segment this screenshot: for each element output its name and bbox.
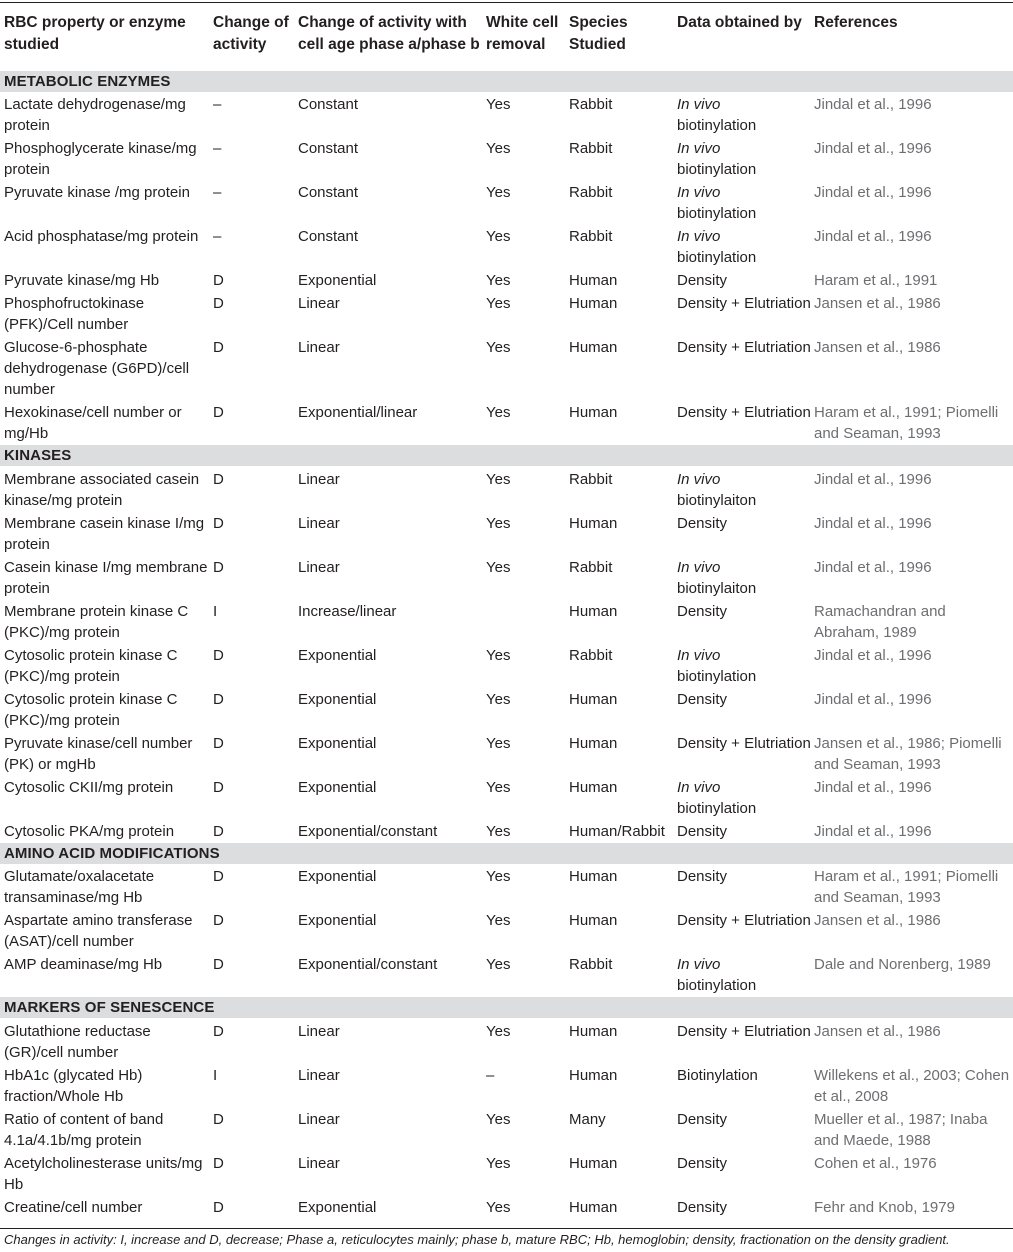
cell-white-cell-removal: Yes xyxy=(486,912,511,929)
cell-age-change: Constant xyxy=(298,228,359,245)
cell-property: Cytosolic CKII/mg protein xyxy=(4,779,174,796)
cell-white-cell-removal: Yes xyxy=(486,559,511,576)
cell-reference: Cohen et al., 1976 xyxy=(814,1155,937,1172)
cell-method: Biotinylation xyxy=(677,1067,758,1084)
cell-change: D xyxy=(213,1199,224,1216)
method-italic-text: In vivo xyxy=(677,184,721,201)
cell-white-cell-removal: Yes xyxy=(486,956,511,973)
cell-age-change: Exponential xyxy=(298,272,377,289)
cell-age-change: Exponential xyxy=(298,779,377,796)
cell-age-change: Exponential xyxy=(298,1199,377,1216)
cell-species: Human xyxy=(569,515,618,532)
cell-change: I xyxy=(213,603,218,620)
cell-method: Density xyxy=(677,515,728,532)
cell-reference: Haram et al., 1991 xyxy=(814,272,938,289)
cell-change: D xyxy=(213,471,224,488)
cell-property: Hexokinase/cell number or mg/Hb xyxy=(4,404,182,442)
cell-reference: Jindal et al., 1996 xyxy=(814,515,932,532)
cell-property: Casein kinase I/mg membrane protein xyxy=(4,559,208,597)
method-text: biotinylation xyxy=(677,800,757,817)
cell-property: AMP deaminase/mg Hb xyxy=(4,956,163,973)
cell-property: Glutamate/oxalacetate transaminase/mg Hb xyxy=(4,868,155,906)
cell-method: Density xyxy=(677,272,728,289)
cell-property: Cytosolic protein kinase C (PKC)/mg protein xyxy=(4,647,178,685)
section-title: AMINO ACID MODIFICATIONS xyxy=(4,845,220,862)
cell-method xyxy=(677,557,812,599)
cell-reference: Jindal et al., 1996 xyxy=(814,779,932,796)
cell-property: Phosphofructokinase (PFK)/Cell number xyxy=(4,295,145,333)
cell-change: I xyxy=(213,1067,218,1084)
column-header: RBC property or enzyme studied xyxy=(4,14,186,53)
cell-property: Pyruvate kinase/mg Hb xyxy=(4,272,160,289)
cell-property: Acetylcholinesterase units/mg Hb xyxy=(4,1155,203,1193)
column-header: Change of activity xyxy=(213,14,289,53)
cell-age-change: Linear xyxy=(298,339,340,356)
section-title: METABOLIC ENZYMES xyxy=(4,73,171,90)
cell-white-cell-removal: Yes xyxy=(486,515,511,532)
cell-method: Density + Elutriation xyxy=(677,404,811,421)
method-text: biotinylation xyxy=(677,977,757,994)
cell-method: Density + Elutriation xyxy=(677,1023,811,1040)
cell-method: Density + Elutriation xyxy=(677,912,811,929)
cell-method: Density xyxy=(677,1199,728,1216)
cell-property: Acid phosphatase/mg protein xyxy=(4,228,199,245)
cell-white-cell-removal: Yes xyxy=(486,295,511,312)
cell-species: Rabbit xyxy=(569,559,613,576)
cell-method: Density xyxy=(677,603,728,620)
method-text: biotinylation xyxy=(677,668,757,685)
cell-method: Density xyxy=(677,691,728,708)
cell-change: D xyxy=(213,823,224,840)
column-header: References xyxy=(814,14,898,31)
cell-white-cell-removal: Yes xyxy=(486,272,511,289)
method-italic-text: In vivo xyxy=(677,559,721,576)
method-text: biotinylation xyxy=(677,249,757,266)
cell-method: Density xyxy=(677,823,728,840)
cell-age-change: Exponential xyxy=(298,868,377,885)
cell-species: Human xyxy=(569,1023,618,1040)
column-header: Species Studied xyxy=(569,14,628,53)
cell-white-cell-removal: Yes xyxy=(486,1111,511,1128)
cell-age-change: Linear xyxy=(298,1067,340,1084)
cell-property: Pyruvate kinase /mg protein xyxy=(4,184,190,201)
cell-change: D xyxy=(213,1111,224,1128)
cell-reference: Jindal et al., 1996 xyxy=(814,691,932,708)
cell-species: Rabbit xyxy=(569,140,613,157)
cell-white-cell-removal: Yes xyxy=(486,140,511,157)
cell-change: D xyxy=(213,691,224,708)
cell-change: D xyxy=(213,1155,224,1172)
cell-age-change: Exponential/constant xyxy=(298,956,438,973)
cell-reference: Haram et al., 1991; Piomelli and Seaman, 1993 xyxy=(814,868,999,906)
section-header xyxy=(0,997,1013,1018)
cell-species: Human/Rabbit xyxy=(569,823,665,840)
cell-white-cell-removal: Yes xyxy=(486,96,511,113)
cell-method: Density xyxy=(677,1111,728,1128)
section-header xyxy=(0,843,1013,864)
cell-reference: Haram et al., 1991; Piomelli and Seaman, 1993 xyxy=(814,404,999,442)
cell-reference: Jindal et al., 1996 xyxy=(814,96,932,113)
cell-change: D xyxy=(213,295,224,312)
cell-white-cell-removal: Yes xyxy=(486,868,511,885)
cell-age-change: Linear xyxy=(298,471,340,488)
method-italic-text: In vivo xyxy=(677,647,721,664)
cell-species: Human xyxy=(569,779,618,796)
cell-white-cell-removal: Yes xyxy=(486,1199,511,1216)
cell-white-cell-removal: Yes xyxy=(486,691,511,708)
table-footnote: Changes in activity: I, increase and D, decrease; Phase a, reticulocytes mainly; phase b, mature RBC; Hb, hemoglobin; density, fractionation on the density gradient. xyxy=(4,1232,950,1247)
cell-method: Density + Elutriation xyxy=(677,295,811,312)
cell-species: Human xyxy=(569,404,618,421)
cell-white-cell-removal: Yes xyxy=(486,779,511,796)
cell-method xyxy=(677,954,812,996)
cell-property: Cytosolic protein kinase C (PKC)/mg protein xyxy=(4,691,178,729)
cell-reference: Willekens et al., 2003; Cohen et al., 2008 xyxy=(814,1067,1010,1105)
cell-age-change: Constant xyxy=(298,140,359,157)
cell-white-cell-removal: Yes xyxy=(486,1023,511,1040)
cell-method xyxy=(677,94,812,136)
cell-change: D xyxy=(213,1023,224,1040)
cell-age-change: Exponential xyxy=(298,647,377,664)
cell-change: – xyxy=(213,96,222,113)
method-text: biotinylation xyxy=(677,161,757,178)
cell-change: – xyxy=(213,140,222,157)
cell-change: D xyxy=(213,404,224,421)
cell-property: HbA1c (glycated Hb) fraction/Whole Hb xyxy=(4,1067,143,1105)
method-italic-text: In vivo xyxy=(677,140,721,157)
cell-species: Human xyxy=(569,1067,618,1084)
cell-method xyxy=(677,226,812,268)
cell-property: Glutathione reductase (GR)/cell number xyxy=(4,1023,151,1061)
cell-age-change: Linear xyxy=(298,1023,340,1040)
cell-age-change: Linear xyxy=(298,1155,340,1172)
cell-species: Human xyxy=(569,339,618,356)
cell-reference: Dale and Norenberg, 1989 xyxy=(814,956,991,973)
cell-change: D xyxy=(213,272,224,289)
cell-method: Density xyxy=(677,868,728,885)
cell-age-change: Linear xyxy=(298,295,340,312)
method-italic-text: In vivo xyxy=(677,471,721,488)
cell-change: D xyxy=(213,868,224,885)
cell-white-cell-removal: Yes xyxy=(486,228,511,245)
cell-method xyxy=(677,138,812,180)
cell-species: Rabbit xyxy=(569,647,613,664)
column-header: Change of activity with cell age phase a/phase b xyxy=(298,14,480,53)
section-header xyxy=(0,445,1013,466)
cell-change: D xyxy=(213,956,224,973)
column-header: Data obtained by xyxy=(677,14,802,31)
cell-method: Density + Elutriation xyxy=(677,735,811,752)
cell-age-change: Increase/linear xyxy=(298,603,397,620)
cell-species: Many xyxy=(569,1111,606,1128)
cell-change: – xyxy=(213,228,222,245)
method-text: biotinylaiton xyxy=(677,492,757,509)
cell-age-change: Linear xyxy=(298,1111,340,1128)
cell-age-change: Linear xyxy=(298,559,340,576)
cell-change: D xyxy=(213,515,224,532)
cell-property: Ratio of content of band 4.1a/4.1b/mg protein xyxy=(4,1111,164,1149)
cell-age-change: Constant xyxy=(298,96,359,113)
cell-change: D xyxy=(213,735,224,752)
cell-species: Human xyxy=(569,1155,618,1172)
cell-reference: Jindal et al., 1996 xyxy=(814,647,932,664)
section-header xyxy=(0,71,1013,92)
cell-property: Phosphoglycerate kinase/mg protein xyxy=(4,140,197,178)
cell-species: Human xyxy=(569,691,618,708)
table-header-row xyxy=(0,4,1013,72)
cell-species: Human xyxy=(569,868,618,885)
cell-method xyxy=(677,182,812,224)
cell-species: Human xyxy=(569,912,618,929)
cell-species: Rabbit xyxy=(569,184,613,201)
cell-white-cell-removal: Yes xyxy=(486,404,511,421)
cell-property: Aspartate amino transferase (ASAT)/cell number xyxy=(4,912,193,950)
section-title: MARKERS OF SENESCENCE xyxy=(4,999,215,1016)
cell-age-change: Exponential xyxy=(298,735,377,752)
cell-reference: Jansen et al., 1986 xyxy=(814,1023,941,1040)
cell-reference: Jindal et al., 1996 xyxy=(814,140,932,157)
cell-property: Glucose-6-phosphate dehydrogenase (G6PD)/cell number xyxy=(4,339,190,398)
cell-species: Rabbit xyxy=(569,228,613,245)
cell-change: D xyxy=(213,647,224,664)
cell-property: Pyruvate kinase/cell number (PK) or mgHb xyxy=(4,735,193,773)
table-bottom-rule xyxy=(0,1228,1013,1229)
column-header: White cell removal xyxy=(486,14,559,53)
cell-method: Density xyxy=(677,1155,728,1172)
cell-white-cell-removal: Yes xyxy=(486,647,511,664)
cell-species: Rabbit xyxy=(569,96,613,113)
cell-white-cell-removal: Yes xyxy=(486,184,511,201)
cell-property: Lactate dehydrogenase/mg protein xyxy=(4,96,186,134)
cell-white-cell-removal: Yes xyxy=(486,1155,511,1172)
method-italic-text: In vivo xyxy=(677,96,721,113)
cell-white-cell-removal: Yes xyxy=(486,471,511,488)
method-italic-text: In vivo xyxy=(677,956,721,973)
cell-species: Human xyxy=(569,603,618,620)
cell-property: Membrane protein kinase C (PKC)/mg protein xyxy=(4,603,189,641)
cell-reference: Fehr and Knob, 1979 xyxy=(814,1199,955,1216)
cell-property: Creatine/cell number xyxy=(4,1199,143,1216)
cell-reference: Jansen et al., 1986; Piomelli and Seaman, 1993 xyxy=(814,735,1002,773)
cell-white-cell-removal: Yes xyxy=(486,339,511,356)
method-italic-text: In vivo xyxy=(677,779,721,796)
cell-age-change: Exponential/linear xyxy=(298,404,418,421)
cell-reference: Jindal et al., 1996 xyxy=(814,471,932,488)
cell-white-cell-removal: Yes xyxy=(486,823,511,840)
cell-change: D xyxy=(213,339,224,356)
cell-property: Cytosolic PKA/mg protein xyxy=(4,823,175,840)
cell-change: D xyxy=(213,779,224,796)
cell-species: Human xyxy=(569,735,618,752)
cell-method: Density + Elutriation xyxy=(677,339,811,356)
cell-reference: Jindal et al., 1996 xyxy=(814,823,932,840)
cell-method xyxy=(677,469,812,511)
cell-reference: Jansen et al., 1986 xyxy=(814,912,941,929)
cell-age-change: Linear xyxy=(298,515,340,532)
method-text: biotinylaiton xyxy=(677,580,757,597)
table-top-rule xyxy=(0,2,1013,3)
cell-reference: Jansen et al., 1986 xyxy=(814,295,941,312)
cell-species: Human xyxy=(569,295,618,312)
method-text: biotinylation xyxy=(677,205,757,222)
section-title: KINASES xyxy=(4,447,72,464)
cell-reference: Ramachandran and Abraham, 1989 xyxy=(814,603,946,641)
cell-species: Rabbit xyxy=(569,471,613,488)
cell-reference: Jindal et al., 1996 xyxy=(814,184,932,201)
cell-species: Human xyxy=(569,1199,618,1216)
cell-method xyxy=(677,645,812,687)
cell-white-cell-removal: – xyxy=(486,1067,495,1084)
cell-reference: Jansen et al., 1986 xyxy=(814,339,941,356)
cell-reference: Jindal et al., 1996 xyxy=(814,228,932,245)
cell-reference: Mueller et al., 1987; Inaba and Maede, 1988 xyxy=(814,1111,988,1149)
cell-age-change: Exponential xyxy=(298,691,377,708)
cell-age-change: Exponential/constant xyxy=(298,823,438,840)
cell-white-cell-removal: Yes xyxy=(486,735,511,752)
cell-method xyxy=(677,777,812,819)
method-italic-text: In vivo xyxy=(677,228,721,245)
cell-change: – xyxy=(213,184,222,201)
cell-change: D xyxy=(213,912,224,929)
cell-property: Membrane casein kinase I/mg protein xyxy=(4,515,205,553)
cell-species: Rabbit xyxy=(569,956,613,973)
cell-species: Human xyxy=(569,272,618,289)
cell-reference: Jindal et al., 1996 xyxy=(814,559,932,576)
method-text: biotinylation xyxy=(677,117,757,134)
cell-age-change: Constant xyxy=(298,184,359,201)
cell-change: D xyxy=(213,559,224,576)
cell-age-change: Exponential xyxy=(298,912,377,929)
cell-property: Membrane associated casein kinase/mg protein xyxy=(4,471,200,509)
